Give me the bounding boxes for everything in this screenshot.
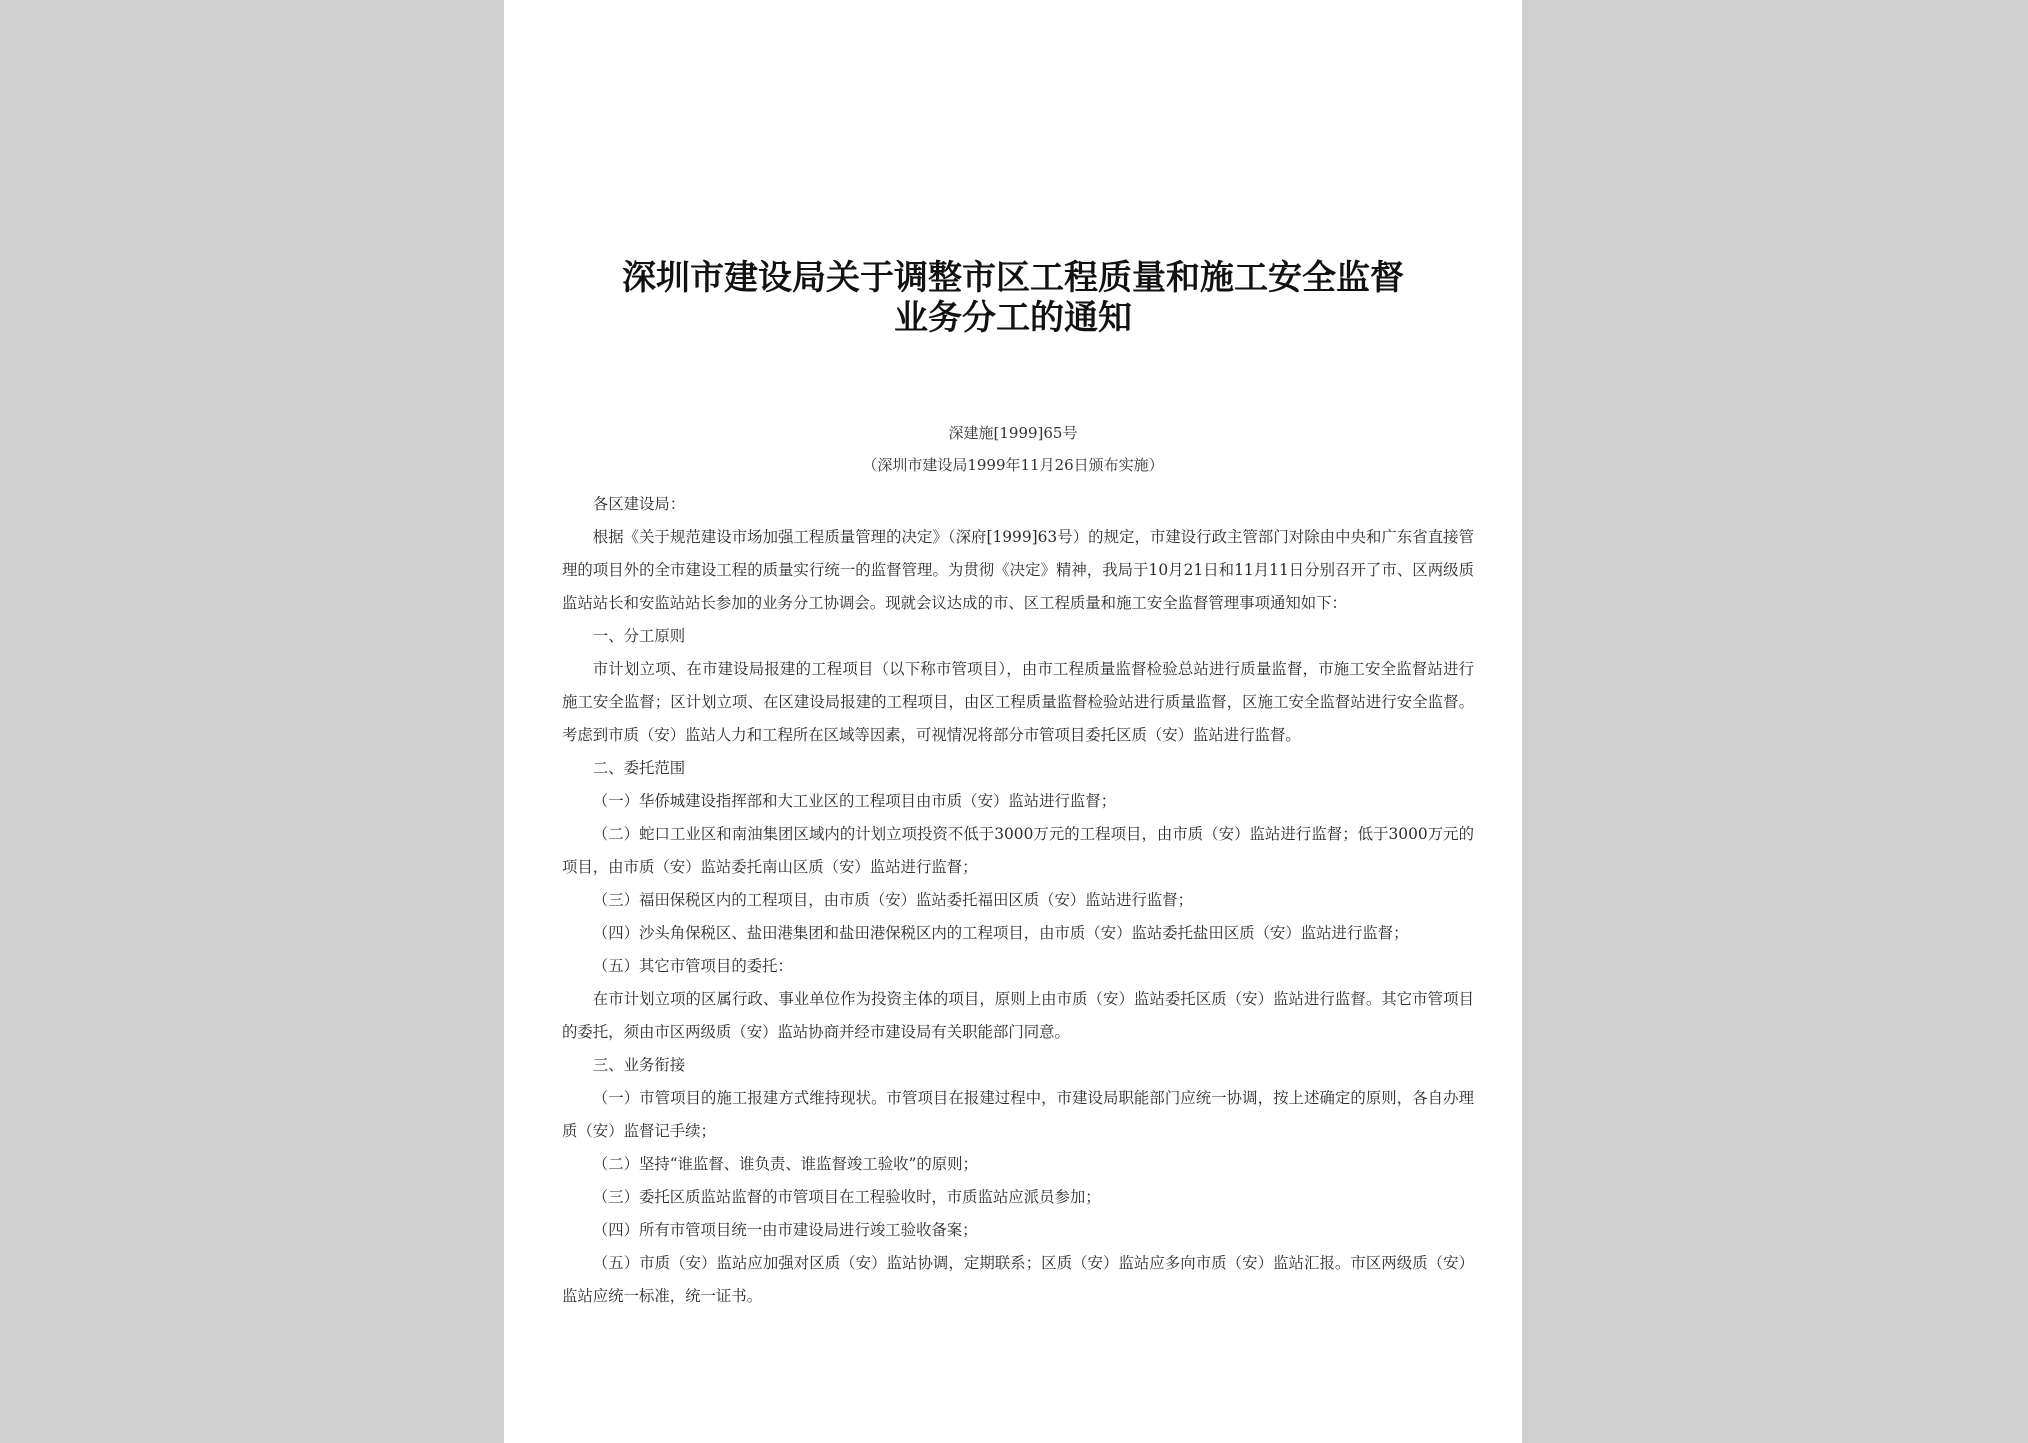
document-body [562,488,1474,1313]
title-line-1: 深圳市建设局关于调整市区工程质量和施工安全监督 [622,258,1404,298]
list-item: （二）蛇口工业区和南油集团区域内的计划立项投资不低于3000万元的工程项目，由市质（安）监站进行监督；低于3000万元的项目，由市质（安）监站委托南山区质（安）监站进行监督； [562,825,1474,876]
list-item: （一）华侨城建设指挥部和大工业区的工程项目由市质（安）监站进行监督； [592,792,1117,810]
list-item: （三）福田保税区内的工程项目，由市质（安）监站委托福田区质（安）监站进行监督； [592,891,1194,909]
list-item: （一）市管项目的施工报建方式维持现状。市管项目在报建过程中，市建设局职能部门应统一协调，按上述确定的原则，各自办理质（安）监督记手续； [562,1089,1474,1140]
issue-note: （深圳市建设局1999年11月26日颁布实施） [862,456,1164,474]
list-item: （五）其它市管项目的委托： [592,957,793,975]
list-item: （四）沙头角保税区、盐田港集团和盐田港保税区内的工程项目，由市质（安）监站委托盐田区质（安）监站进行监督； [592,924,1409,942]
document-page [504,0,1522,1443]
list-item: （三）委托区质监站监督的市管项目在工程验收时，市质监站应派员参加； [592,1188,1101,1206]
body-paragraph: 市计划立项、在市建设局报建的工程项目（以下称市管项目），由市工程质量监督检验总站进行质量监督，市施工安全监督站进行施工安全监督；区计划立项、在区建设局报建的工程项目，由区工程质量监督检验站进行质量监督，区施工安全监督站进行安全监督。考虑到市质（安）监站人力和工程所在区域等因素，可视情况将部分市管项目委托区质（安）监站进行监督。 [562,660,1474,744]
list-item: （二）坚持“谁监督、谁负责、谁监督竣工验收”的原则； [592,1155,978,1173]
title-line-2: 业务分工的通知 [894,298,1132,338]
section-heading: 三、业务衔接 [592,1056,686,1074]
list-item: （四）所有市管项目统一由市建设局进行竣工验收备案； [592,1221,978,1239]
section-heading: 二、委托范围 [592,759,686,777]
body-paragraph: 在市计划立项的区属行政、事业单位作为投资主体的项目，原则上由市质（安）监站委托区质（安）监站进行监督。其它市管项目的委托，须由市区两级质（安）监站协商并经市建设局有关职能部门同意。 [562,990,1474,1041]
body-paragraph: 根据《关于规范建设市场加强工程质量管理的决定》（深府[1999]63号）的规定，市建设行政主管部门对除由中央和广东省直接管理的项目外的全市建设工程的质量实行统一的监督管理。为贯彻《决定》精神，我局于10月21日和11月11日分别召开了市、区两级质监站站长和安监站站长参加的业务分工协调会。现就会议达成的市、区工程质量和施工安全监督管理事项通知如下： [562,528,1474,612]
salutation: 各区建设局： [592,495,686,513]
document-title [504,258,1522,338]
list-item: （五）市质（安）监站应加强对区质（安）监站协调，定期联系；区质（安）监站应多向市质（安）监站汇报。市区两级质（安）监站应统一标准，统一证书。 [562,1254,1474,1305]
section-heading: 一、分工原则 [592,627,686,645]
document-number: 深建施[1999]65号 [948,424,1078,442]
